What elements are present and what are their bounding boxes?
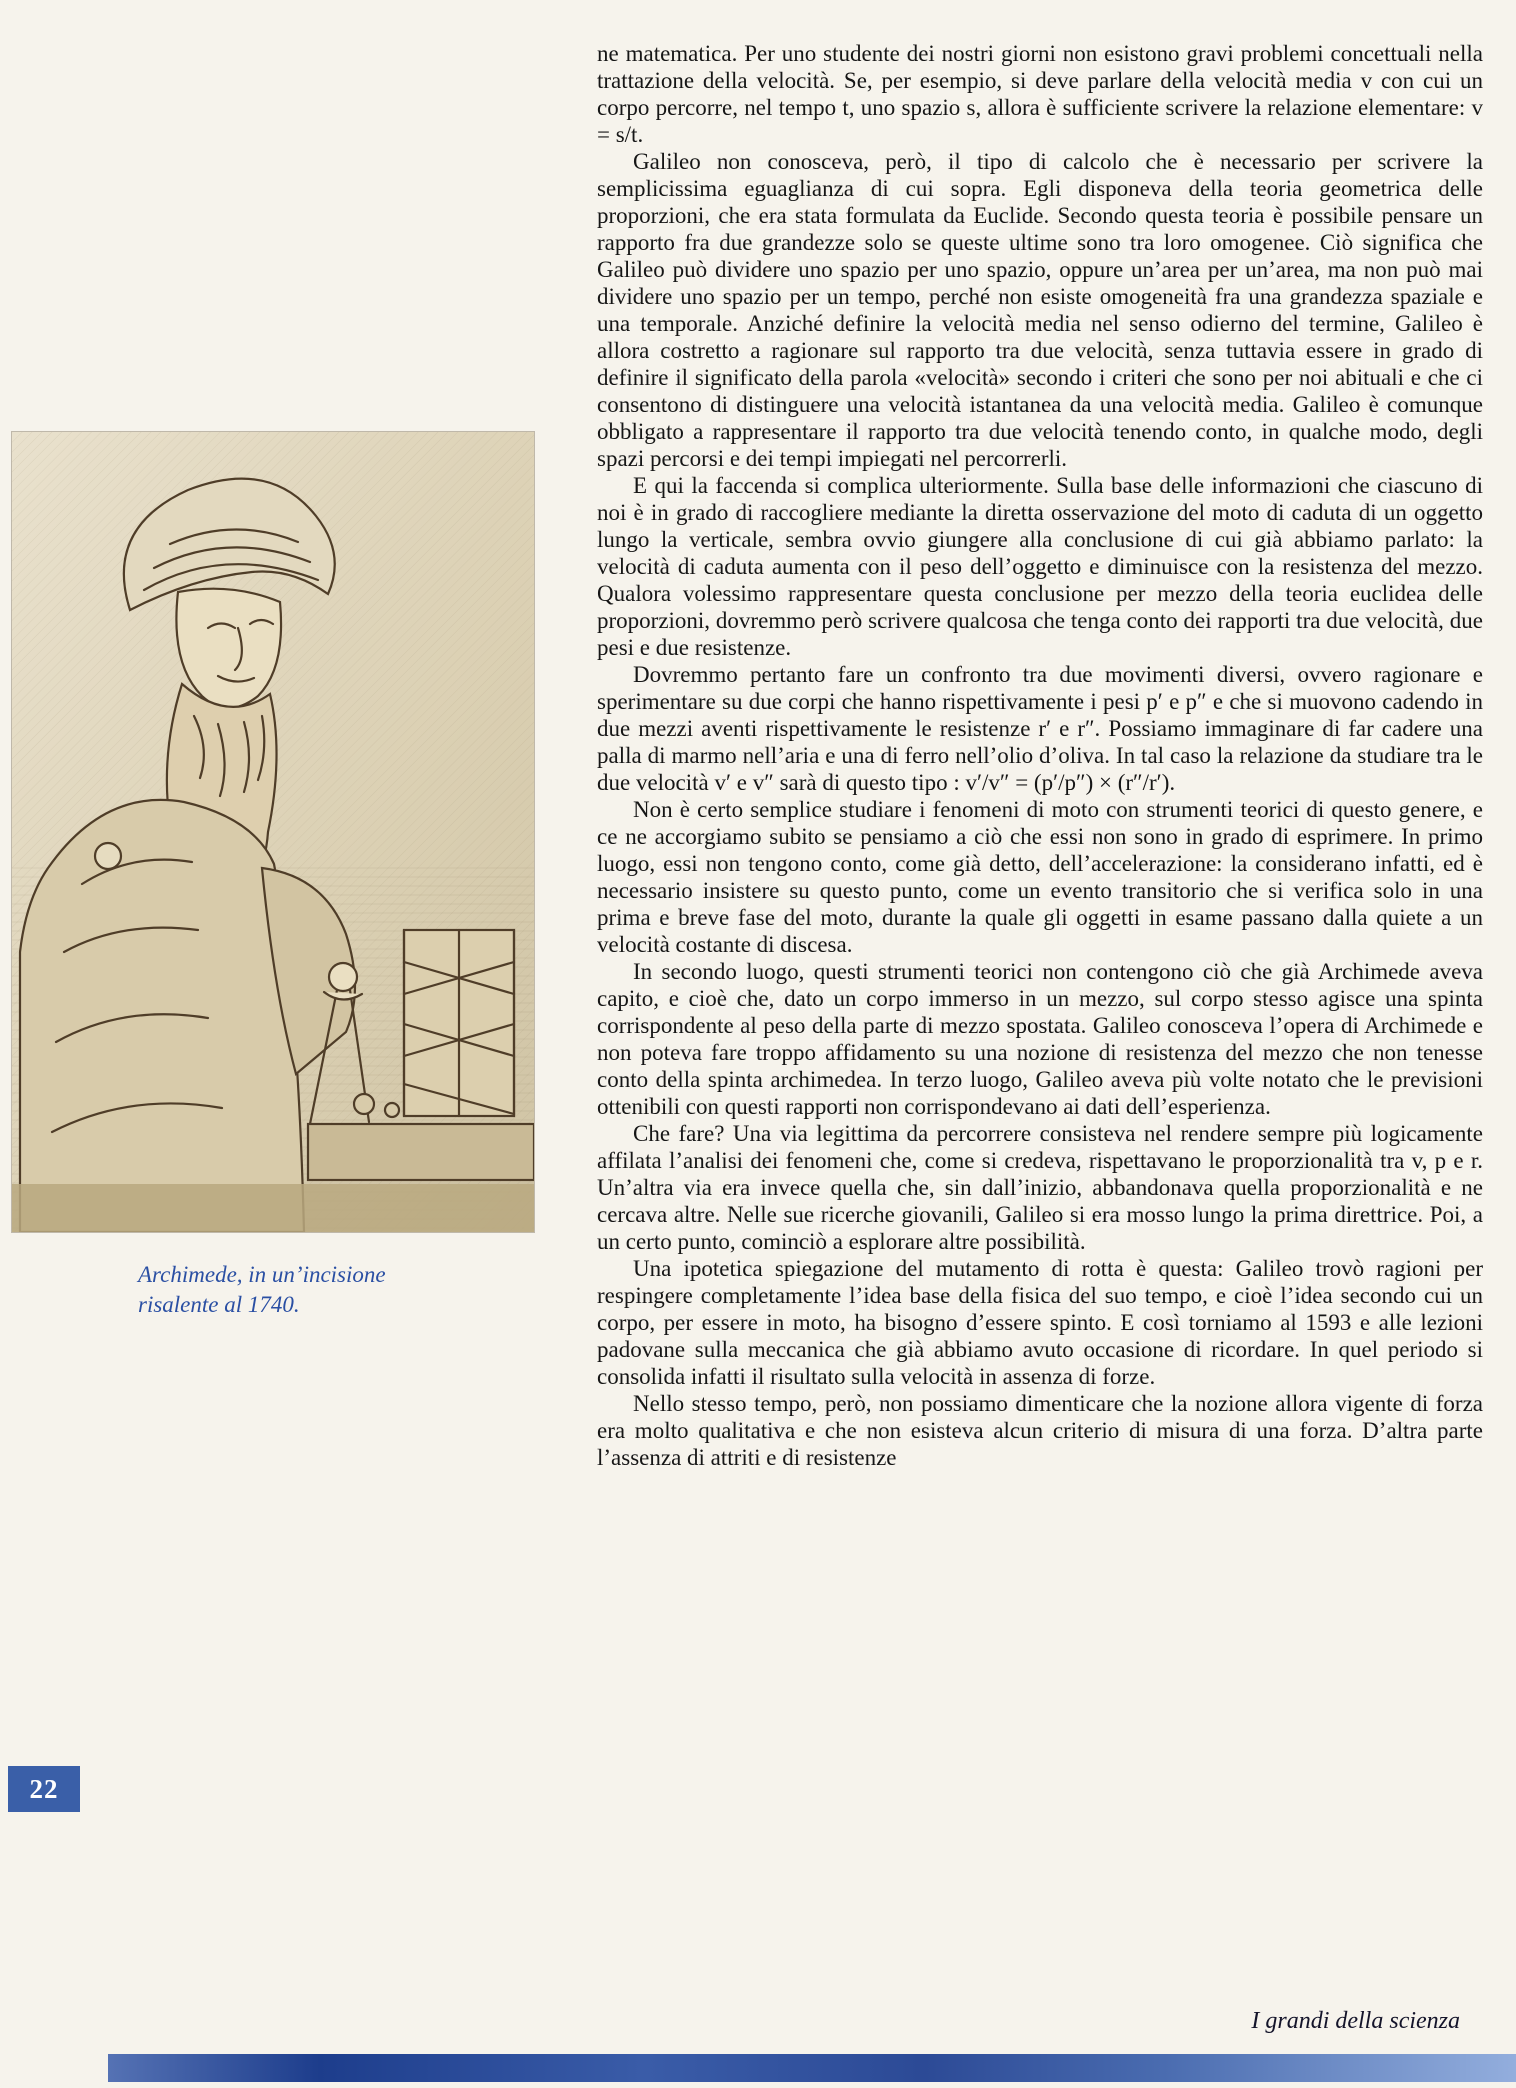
article-text xyxy=(597,40,1483,1471)
paragraph: Galileo non conosceva, però, il tipo di calcolo che è necessario per scrivere la semplicissima eguaglianza di cui sopra. Egli disponeva della teoria geometrica delle proporzioni, che era stata formulata da Euclide. Secondo questa teoria è possibile pensare un rapporto fra due grandezze solo se queste ultime sono tra loro omogenee. Ciò significa che Galileo può dividere uno spazio per uno spazio, oppure un’area per un’area, ma non può mai dividere uno spazio per un tempo, perché non esiste omogeneità fra una grandezza spaziale e una temporale. Anziché definire la velocità media nel senso odierno del termine, Galileo è allora costretto a ragionare sul rapporto tra due velocità, senza tuttavia essere in grado di definire il significato della parola «velocità» secondo i criteri che sono per noi abituali e che ci consentono di distinguere una velocità istantanea da una velocità media. Galileo è comunque obbligato a rappresentare il rapporto tra due velocità tenendo conto, in qualche modo, degli spazi percorsi e dei tempi impiegati nel percorrerli. xyxy=(597,149,1483,471)
figure-caption xyxy=(138,1260,498,1320)
page-number-badge xyxy=(8,1766,80,1812)
footer-series-title: I grandi della scienza xyxy=(1251,2008,1460,2034)
paragraph: In secondo luogo, questi strumenti teorici non contengono ciò che già Archimede aveva capito, e cioè che, dato un corpo immerso in un mezzo, sul corpo stesso agisce una spinta corrispondente al peso della parte di mezzo spostata. Galileo conosceva l’opera di Archimede e non poteva fare troppo affidamento su una nozione di resistenza del mezzo che non tenesse conto della spinta archimedea. In terzo luogo, Galileo aveva più volte notato che le previsioni ottenibili con questi rapporti non corrispondevano ai dati dell’esperienza. xyxy=(597,959,1483,1119)
footer-blue-bar xyxy=(108,2054,1516,2082)
figure-caption-line2: risalente al 1740. xyxy=(138,1292,300,1317)
page-number-text: 22 xyxy=(29,1773,59,1804)
paragraph: Non è certo semplice studiare i fenomeni di moto con strumenti teorici di questo genere, e ce ne accorgiamo subito se pensiamo a ciò che essi non sono in grado di esprimere. In primo luogo, essi non tengono conto, come già detto, dell’accelerazione: la considerano infatti, ed è necessario insistere su questo punto, come un evento transitorio che si verifica solo in una prima e breve fase del moto, durante la quale gli oggetti in esame passano dalla quiete a un velocità costante di discesa. xyxy=(597,797,1483,957)
paragraph: Una ipotetica spiegazione del mutamento di rotta è questa: Galileo trovò ragioni per respingere completamente l’idea base della fisica del suo tempo, e cioè l’idea secondo cui un corpo, per essere in moto, ha bisogno d’essere spinto. E così torniamo al 1593 e alle lezioni padovane sulla meccanica che già abbiamo avuto occasione di ricordare. In quel periodo si consolida infatti il risultato sulla velocità in assenza di forze. xyxy=(597,1256,1483,1389)
paragraph: Che fare? Una via legittima da percorrere consisteva nel rendere sempre più logicamente affilata l’analisi dei fenomeni che, come si credeva, rispettavano le proporzionalità tra v, p e r. Un’altra via era invece quella che, sin dall’inizio, abbandonava quella proporzionalità e ne cercava altre. Nelle sue ricerche giovanili, Galileo si era mosso lungo la prima direttrice. Poi, a un certo punto, cominciò a esplorare altre possibilità. xyxy=(597,1121,1483,1254)
paragraph: E qui la faccenda si complica ulteriormente. Sulla base delle informazioni che ciascuno di noi è in grado di raccogliere mediante la diretta osservazione del moto di caduta di un oggetto lungo la verticale, sembra ovvio giungere alla conclusione di cui già abbiamo parlato: la velocità di caduta aumenta con il peso dell’oggetto e diminuisce con la resistenza del mezzo. Qualora volessimo rappresentare questa conclusione per mezzo della teoria euclidea delle proporzioni, dovremmo però scrivere qualcosa che tenga conto dei rapporti tra due velocità, due pesi e due resistenze. xyxy=(597,473,1483,660)
paragraph: Nello stesso tempo, però, non possiamo dimenticare che la nozione allora vigente di forza era molto qualitativa e che non esisteva alcun criterio di misura di una forza. D’altra parte l’assenza di attriti e di resistenze xyxy=(597,1391,1483,1470)
paragraph: ne matematica. Per uno studente dei nostri giorni non esistono gravi problemi concettuali nella trattazione della velocità. Se, per esempio, si deve parlare della velocità media v con cui un corpo percorre, nel tempo t, uno spazio s, allora è sufficiente scrivere la relazione elementare: v = s/t. xyxy=(597,41,1483,147)
paragraph: Dovremmo pertanto fare un confronto tra due movimenti diversi, ovvero ragionare e sperimentare su due corpi che hanno rispettivamente i pesi p′ e p″ e che si muovono cadendo in due mezzi aventi rispettivamente le resistenze r′ e r″. Possiamo immaginare di far cadere una palla di marmo nell’aria e una di ferro nell’olio d’oliva. In tal caso la relazione da studiare tra le due velocità v′ e v″ sarà di questo tipo : v′/v″ = (p′/p″) × (r″/r′). xyxy=(597,662,1483,795)
archimedes-engraving-image xyxy=(12,432,534,1232)
archimedes-engraving xyxy=(12,432,534,1232)
figure-caption-line1: Archimede, in un’incisione xyxy=(138,1262,386,1287)
